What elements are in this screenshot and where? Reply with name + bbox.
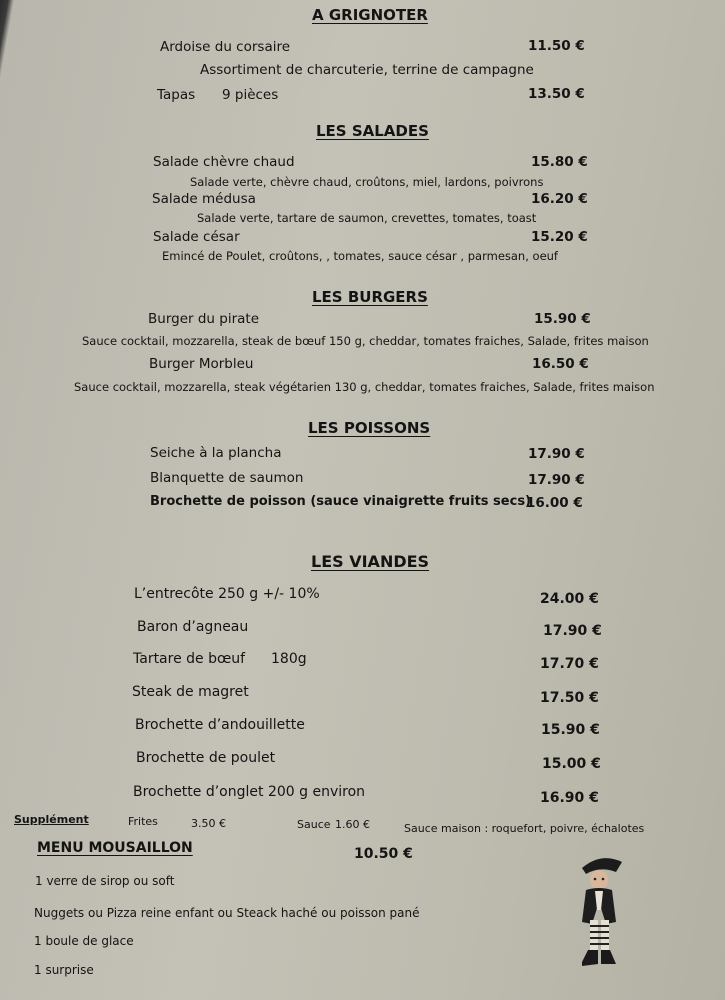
item-name: Ardoise du corsaire	[160, 39, 291, 55]
item-price: 24.00 €	[540, 591, 599, 607]
item-desc: Salade verte, tartare de saumon, crevettes, tomates, toast	[197, 211, 537, 225]
supplement-sauce: Sauce	[297, 818, 331, 831]
menu-mousaillon-item: 1 boule de glace	[34, 934, 134, 948]
item-desc: Salade verte, chèvre chaud, croûtons, miel, lardons, poivrons	[190, 175, 544, 189]
item-extra: 180g	[271, 651, 307, 667]
item-name: Tartare de bœuf	[133, 651, 246, 667]
item-price: 15.00 €	[542, 756, 601, 772]
item-price: 15.80 €	[531, 154, 588, 170]
item-price: 15.90 €	[541, 722, 600, 738]
item-name: Brochette de poulet	[136, 750, 276, 766]
section-title-salades: LES SALADES	[316, 122, 429, 140]
item-name: Salade médusa	[152, 191, 256, 207]
item-price: 16.00 €	[526, 495, 583, 511]
item-name: Blanquette de saumon	[150, 470, 304, 486]
item-price: 15.20 €	[531, 229, 588, 245]
item-desc: Sauce cocktail, mozzarella, steak de bœuf 150 g, cheddar, tomates fraiches, Salade, frites maison	[82, 334, 649, 348]
item-extra: 9 pièces	[222, 87, 279, 103]
supplement-label: Supplément	[14, 813, 89, 826]
item-name: Steak de magret	[132, 684, 249, 700]
menu-mousaillon-item: 1 verre de sirop ou soft	[35, 874, 175, 888]
menu-mousaillon-item: Nuggets ou Pizza reine enfant ou Steack haché ou poisson pané	[34, 906, 420, 920]
item-price: 17.90 €	[528, 472, 585, 488]
item-price: 11.50 €	[528, 38, 585, 54]
item-name: Salade chèvre chaud	[153, 154, 295, 170]
item-name: Burger du pirate	[148, 311, 260, 327]
item-price: 16.50 €	[532, 356, 589, 372]
item-name: Brochette d’andouillette	[135, 717, 305, 733]
supplement-sauce-price: 1.60 €	[335, 818, 370, 831]
section-title-poissons: LES POISSONS	[308, 419, 431, 437]
item-price: 17.90 €	[528, 446, 585, 462]
supplement-frites: Frites	[128, 815, 158, 828]
item-name: L’entrecôte 250 g +/- 10%	[134, 586, 320, 602]
item-name: Brochette d’onglet 200 g environ	[133, 784, 366, 800]
supplement-frites-price: 3.50 €	[191, 817, 226, 830]
item-price: 17.70 €	[540, 656, 599, 672]
item-desc: Emincé de Poulet, croûtons, , tomates, sauce césar , parmesan, oeuf	[162, 249, 558, 263]
section-title-grignoter: A GRIGNOTER	[312, 6, 428, 24]
item-name: Brochette de poisson (sauce vinaigrette fruits secs)	[150, 494, 531, 509]
menu-mousaillon-title: MENU MOUSAILLON	[37, 840, 193, 856]
section-title-burgers: LES BURGERS	[312, 288, 428, 306]
item-name: Tapas	[157, 87, 196, 103]
item-price: 15.90 €	[534, 311, 591, 327]
item-price: 16.90 €	[540, 790, 599, 806]
item-name: Baron d’agneau	[137, 619, 249, 635]
item-price: 17.90 €	[543, 623, 602, 639]
item-name: Burger Morbleu	[149, 356, 254, 372]
section-title-viandes: LES VIANDES	[311, 552, 430, 571]
pirate-boy-icon	[576, 852, 626, 970]
item-desc: Sauce cocktail, mozzarella, steak végétarien 130 g, cheddar, tomates fraiches, Salade, frites maison	[74, 380, 655, 394]
item-name: Salade césar	[153, 229, 240, 245]
item-price: 16.20 €	[531, 191, 588, 207]
menu-mousaillon-item: 1 surprise	[34, 963, 94, 977]
item-desc: Assortiment de charcuterie, terrine de campagne	[200, 62, 534, 78]
item-name: Seiche à la plancha	[150, 445, 282, 461]
menu-mousaillon-price: 10.50 €	[354, 846, 413, 862]
supplement-sauce-maison: Sauce maison : roquefort, poivre, échalotes	[404, 822, 645, 835]
item-price: 13.50 €	[528, 86, 585, 102]
item-price: 17.50 €	[540, 690, 599, 706]
